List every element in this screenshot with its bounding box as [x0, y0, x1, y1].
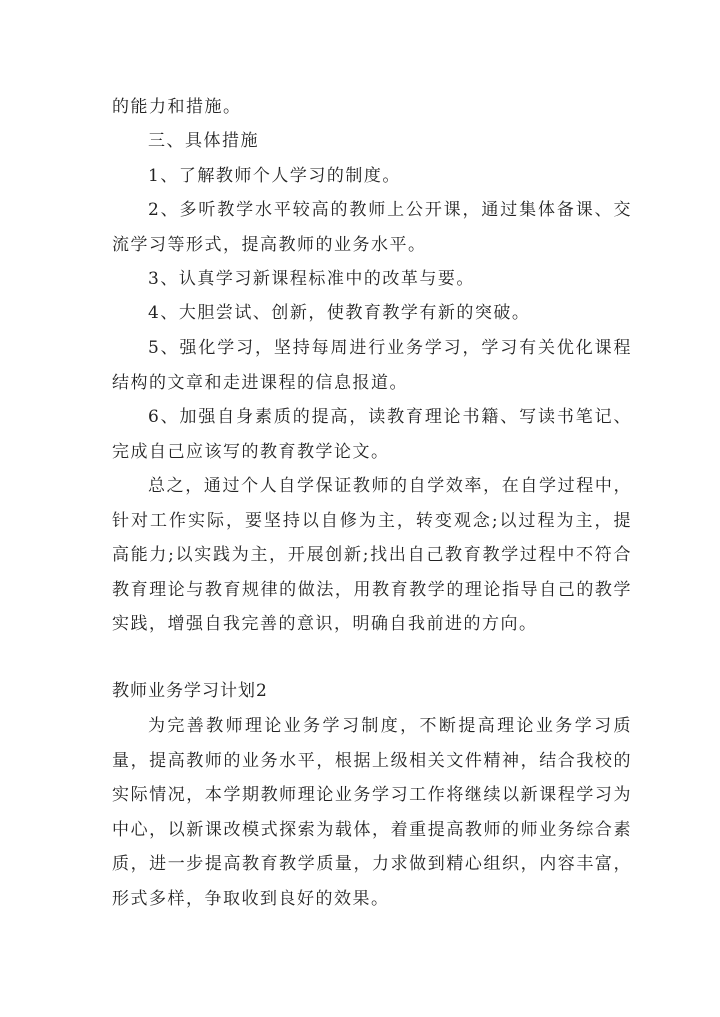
section-title: 教师业务学习计划2: [112, 681, 268, 701]
paragraph-plan-intro: 为完善教师理论业务学习制度，不断提高理论业务学习质量，提高教师的业务水平，根据上级相关文件精神，结合我校的实际情况，本学期教师理论业务学习工作将继续以新课程学习为中心，以新课改模式探索为载体，着重提高教师的师业务综合素质，进一步提高教育教学质量，力求做到精心组织，内容丰富，形式多样，争取收到良好的效果。: [112, 716, 632, 909]
paragraph-measure-5: 5、强化学习，坚持每周进行业务学习，学习有关优化课程结构的文章和走进课程的信息报道。: [112, 338, 632, 393]
paragraph-continuation: 的能力和措施。: [112, 97, 242, 117]
paragraph-measure-4: 4、大胆尝试、创新，使教育教学有新的突破。: [148, 303, 531, 323]
paragraph-measure-1: 1、了解教师个人学习的制度。: [148, 166, 401, 186]
paragraph-measure-6: 6、加强自身素质的提高，读教育理论书籍、写读书笔记、完成自己应该写的教育教学论文。: [112, 407, 632, 462]
paragraph-section-heading: 三、具体措施: [148, 131, 259, 151]
paragraph-measure-2: 2、多听教学水平较高的教师上公开课，通过集体备课、交流学习等形式，提高教师的业务水平。: [112, 200, 632, 255]
paragraph-summary: 总之，通过个人自学保证教师的自学效率，在自学过程中，针对工作实际，要坚持以自修为主，转变观念;以过程为主，提高能力;以实践为主，开展创新;找出自己教育教学过程中不符合教育理论与教育规律的做法，用教育教学的理论指导自己的教学实践，增强自我完善的意识，明确自我前进的方向。: [112, 476, 632, 634]
paragraph-measure-3: 3、认真学习新课程标准中的改革与要。: [148, 269, 475, 289]
